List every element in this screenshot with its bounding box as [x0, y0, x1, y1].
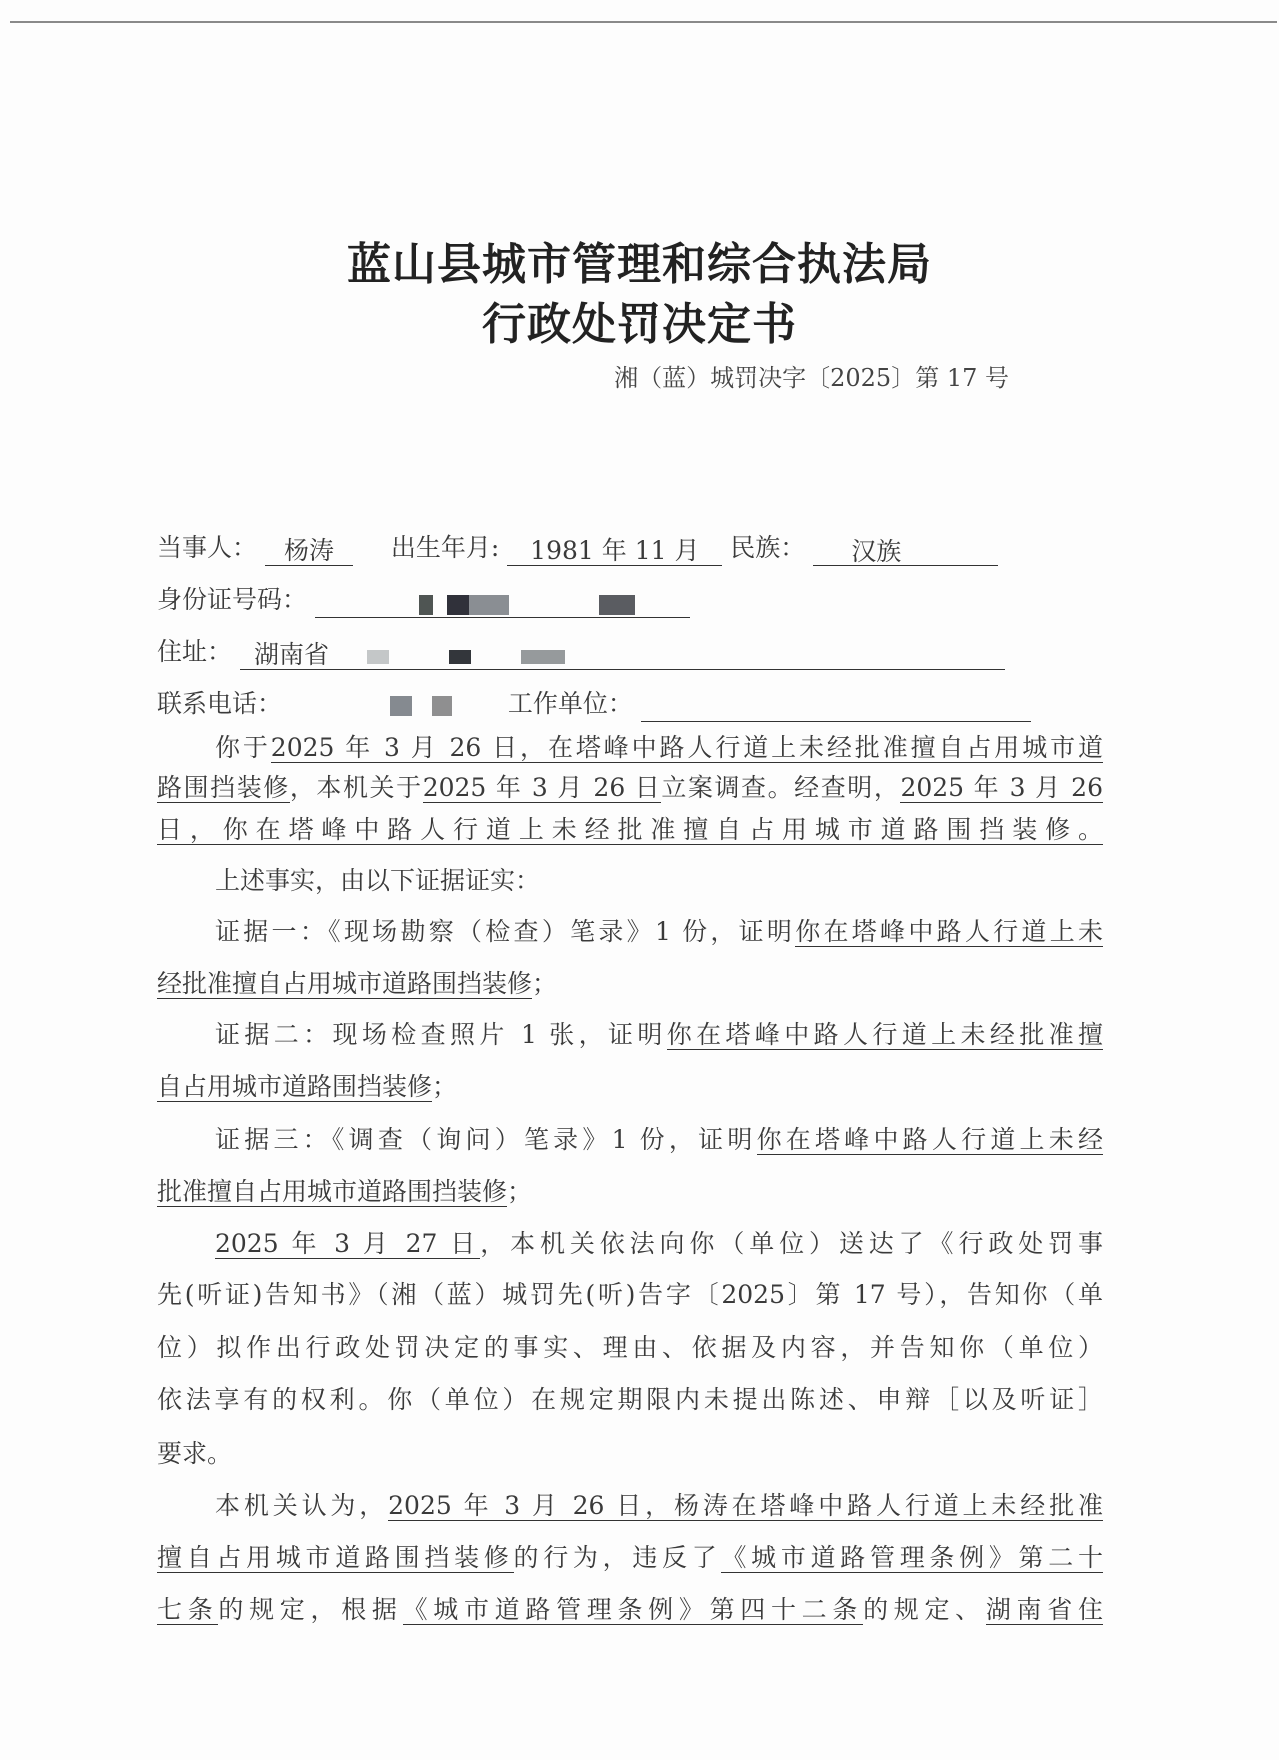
- underlined-fill-text: 2025 年 3 月 26: [900, 773, 1103, 802]
- body-line: [157, 1488, 1103, 1524]
- id-field-redacted: [315, 585, 690, 618]
- body-text: 位）拟作出行政处罚决定的事实、理由、依据及内容，并告知你（单位）: [157, 1333, 1103, 1362]
- document-number: 湘（蓝）城罚决字〔2025〕第 17 号: [614, 364, 1009, 392]
- address-field-redacted: 湖南省: [240, 637, 1005, 670]
- body-line: [157, 1174, 1103, 1210]
- body-text: 你于: [215, 733, 271, 762]
- body-text: 证据二：现场检查照片 1 张，证明: [215, 1020, 667, 1049]
- underlined-fill-text: 2025 年 3 月 26 日，在塔峰中路人行道上未经批准擅自占用城市道: [270, 733, 1103, 762]
- employer-field: [641, 689, 1031, 722]
- body-line: [157, 812, 1103, 848]
- underlined-fill-text: 2025 年 3 月 26 日，杨涛在塔峰中路人行道上未经批准: [388, 1491, 1103, 1520]
- redaction-block: [449, 650, 471, 664]
- party-row-id: [157, 582, 1103, 618]
- redaction-block: [419, 595, 433, 615]
- ethnicity-label: 民族：: [730, 533, 806, 562]
- scan-edge-line: [10, 21, 1277, 23]
- underlined-fill-text: 路围挡装修: [157, 773, 290, 802]
- underlined-fill-text: 你在塔峰中路人行道上未经: [756, 1125, 1103, 1154]
- body-line: [157, 966, 1103, 1002]
- body-line: [157, 863, 1103, 899]
- body-line: [157, 1382, 1103, 1418]
- address-label: 住址：: [157, 637, 233, 666]
- underlined-fill-text: 七条: [157, 1595, 219, 1624]
- body-text: ，本机关依法向你（单位）送达了《行政处罚事: [480, 1229, 1103, 1258]
- body-text: 证据一：《现场勘察（检查）笔录》1 份，证明: [215, 917, 796, 946]
- body-line: [157, 770, 1103, 806]
- birth-label: 出生年月:: [390, 533, 500, 562]
- redaction-block: [469, 595, 509, 615]
- body-text: 的规定、: [863, 1595, 986, 1624]
- id-label: 身份证号码：: [157, 585, 308, 614]
- phone-label: 联系电话：: [157, 689, 283, 718]
- body-line: [157, 730, 1103, 766]
- body-text: 立案调查。经查明，: [661, 773, 901, 802]
- body-line: [157, 1122, 1103, 1158]
- underlined-fill-text: 你在塔峰中路人行道上未: [795, 917, 1103, 946]
- body-text: 的行为，违反了: [513, 1543, 722, 1572]
- ethnicity-field: 汉族: [813, 534, 998, 566]
- body-line: [157, 1540, 1103, 1576]
- body-line: [157, 1330, 1103, 1366]
- name-label: 当事人：: [157, 533, 258, 562]
- redaction-block: [390, 696, 412, 716]
- body-line: [157, 1592, 1103, 1628]
- birth-field: 1981 年 11 月: [507, 533, 722, 566]
- body-line: [157, 1226, 1103, 1262]
- body-text: ；: [507, 1177, 533, 1206]
- body-line: [157, 1277, 1103, 1313]
- body-text: 依法享有的权利。你（单位）在规定期限内未提出陈述、申辩［以及听证］: [157, 1385, 1103, 1414]
- body-line: [157, 1069, 1103, 1105]
- redaction-block: [367, 650, 389, 664]
- party-row-1: [157, 530, 1103, 566]
- body-text: ，本机关于: [289, 773, 423, 802]
- redaction-block: [447, 595, 469, 615]
- name-field: 杨涛: [265, 533, 353, 566]
- underlined-fill-text: 批准擅自占用城市道路围挡装修: [157, 1177, 508, 1206]
- underlined-fill-text: 《城市道路管理条例》第二十: [721, 1543, 1103, 1572]
- body-text: 要求。: [157, 1439, 233, 1468]
- body-text: 本机关认为，: [215, 1491, 389, 1520]
- body-text: 上述事实，由以下证据证实：: [215, 866, 541, 895]
- underlined-fill-text: 擅自占用城市道路围挡装修: [157, 1543, 514, 1572]
- agency-title: 蓝山县城市管理和综合执法局: [347, 239, 932, 290]
- redaction-block: [432, 696, 452, 716]
- party-row-contact: [157, 686, 1103, 722]
- employer-label: 工作单位：: [507, 689, 633, 718]
- underlined-fill-text: 2025 年 3 月 27 日: [215, 1229, 481, 1258]
- document-title: 行政处罚决定书: [482, 299, 797, 350]
- body-text: 证据三：《调查（询问）笔录》1 份，证明: [215, 1125, 757, 1154]
- underlined-fill-text: 自占用城市道路围挡装修: [157, 1072, 433, 1101]
- underlined-fill-text: 《城市道路管理条例》第四十二条: [402, 1595, 864, 1624]
- underlined-fill-text: 湖南省住: [985, 1595, 1103, 1624]
- underlined-fill-text: 你在塔峰中路人行道上未经批准擅: [666, 1020, 1103, 1049]
- body-text: 先(听证)告知书》（湘（蓝）城罚先(听)告字〔2025〕第 17 号），告知你（单: [157, 1280, 1103, 1309]
- underlined-fill-text: 经批准擅自占用城市道路围挡装修: [157, 969, 533, 998]
- redaction-block: [599, 595, 635, 615]
- underlined-fill-text: 日，你在塔峰中路人行道上未经批准擅自占用城市道路围挡装修。: [157, 815, 1103, 844]
- body-text: ；: [432, 1072, 458, 1101]
- body-line: [157, 914, 1103, 950]
- body-line: [157, 1017, 1103, 1053]
- party-row-address: [157, 634, 1103, 670]
- body-text: ；: [532, 969, 558, 998]
- body-text: 的规定，根据: [218, 1595, 403, 1624]
- body-line: [157, 1436, 1103, 1472]
- underlined-fill-text: 2025 年 3 月 26 日: [422, 773, 662, 802]
- phone-field-redacted: [290, 686, 500, 722]
- redaction-block: [521, 650, 565, 664]
